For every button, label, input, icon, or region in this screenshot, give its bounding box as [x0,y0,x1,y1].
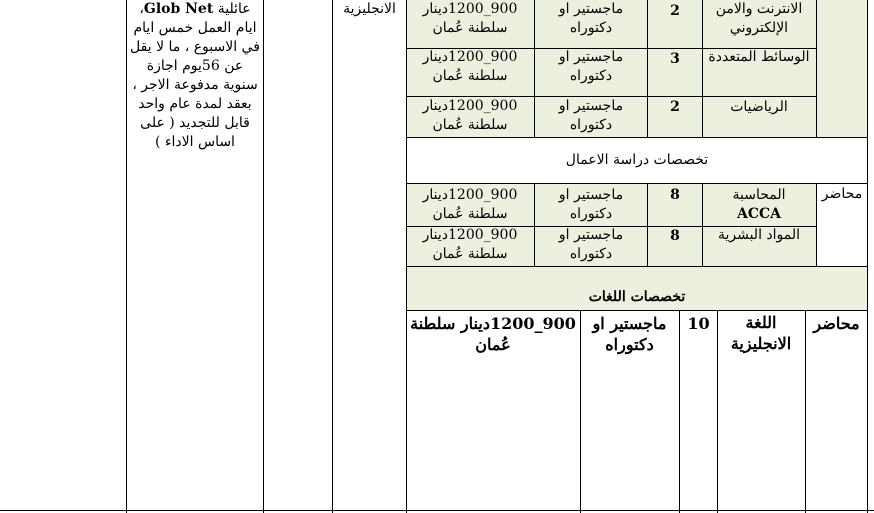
specialty-line: ACCA [736,206,781,222]
benefits-line: اساس الاداء ) [155,134,235,150]
grid-line [406,310,867,311]
benefits-line: بعقد لمدة عام واحد [138,96,252,112]
count-cell: 2 [670,3,680,19]
salary-cell: 900_1200دينار سلطنة عُمان [422,98,518,133]
benefits-text [127,0,263,152]
count-cell: 10 [687,314,710,333]
qualification-cell: ماجستير او دكتوراه [592,314,667,354]
qualification-cell: ماجستير او دكتوراه [558,1,624,36]
row-shade-right-top [816,0,867,138]
specialty-line: المحاسبة [732,187,786,203]
grid-line [406,0,407,513]
grid-line [805,310,806,513]
specialty-cell: الانترنت والامن الإلكتروني [715,1,803,36]
grid-line [406,266,867,267]
benefits-line: في الاسبوع ، ما لا يقل [130,39,260,55]
benefits-line: ايام العمل خمس ايام [133,20,257,36]
qualification-cell: ماجستير او دكتوراه [558,49,624,84]
specialty-cell: الوسائط المتعددة [708,49,810,65]
count-cell: 8 [670,187,680,203]
qualification-cell: ماجستير او دكتوراه [558,98,624,133]
salary-cell: 900_1200دينار سلطنة عُمان [422,49,518,84]
grid-line [679,310,680,513]
specialty-cell: اللغة الانجليزية [730,313,792,353]
benefits-line: سنوية مدفوعة الاجر ، [132,77,258,93]
specialty-cell: المواد البشرية [717,227,801,243]
grid-line [534,0,535,138]
salary-cell: 900_1200دينار سلطنة عُمان [410,314,576,354]
section-business-title: تخصصات دراسة الاعمال [565,152,709,168]
grid-line [263,0,264,513]
salary-cell: 900_1200دينار سلطنة عُمان [422,1,518,36]
specialty-cell [707,186,811,224]
grid-line [406,137,867,138]
benefits-line: قابل للتجديد ( على [140,115,250,131]
salary-cell: 900_1200دينار سلطنة عُمان [422,187,518,222]
grid-line [867,0,868,513]
count-cell: 8 [670,228,680,244]
benefits-line-1: عائلية Glob Net، [139,1,251,17]
qualification-cell: ماجستير او دكتوراه [558,227,624,262]
benefits-line: عن 56يوم اجازة [146,58,244,74]
grid-line [702,183,703,266]
count-cell: 3 [670,51,680,67]
salary-cell: 900_1200دينار سلطنة عُمان [422,227,518,262]
grid-line [702,0,703,138]
grid-line [717,310,718,513]
grid-line [406,183,867,184]
grid-line [0,510,874,511]
specialty-cell: الرياضيات [730,99,788,115]
count-cell: 2 [670,99,680,115]
grid-line [580,310,581,513]
section-languages-title: تخصصات اللغات [588,289,686,305]
grid-line [816,0,817,138]
grid-line [332,0,333,513]
position-cell: محاضر [813,314,860,333]
language-requirement: الانجليزية [343,1,396,17]
position-cell: محاضر [821,186,863,202]
qualification-cell: ماجستير او دكتوراه [558,187,624,222]
grid-line [534,183,535,266]
